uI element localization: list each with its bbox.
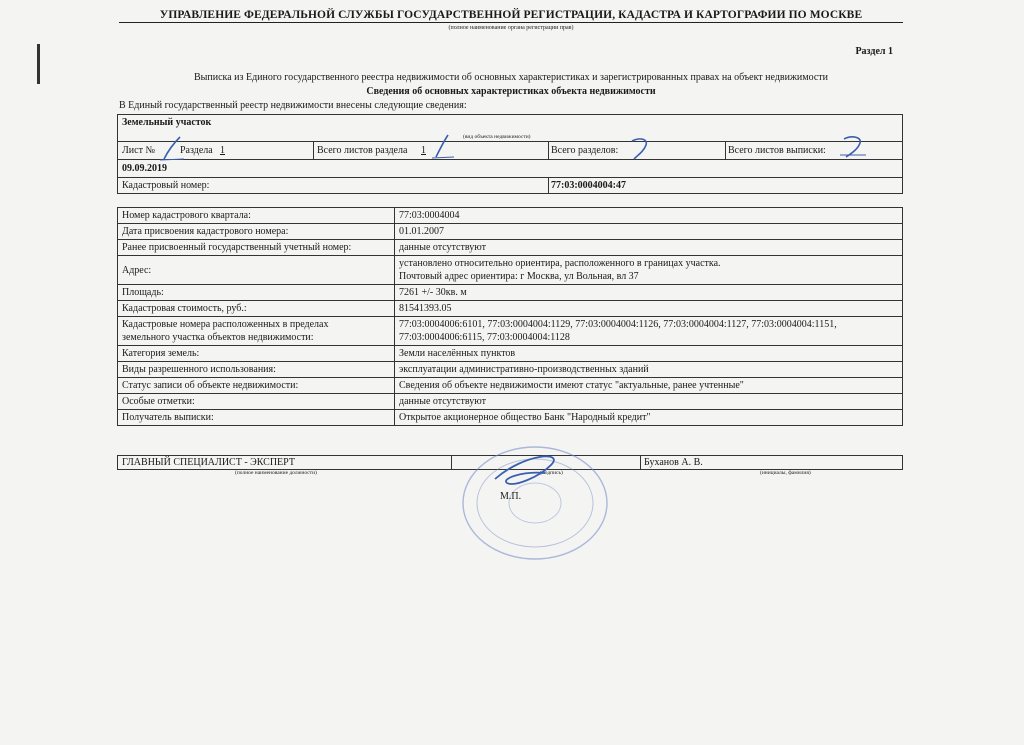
signer-position: ГЛАВНЫЙ СПЕЦИАЛИСТ - ЭКСПЕРТ <box>122 457 295 468</box>
details-row <box>118 224 903 240</box>
details-value: 7261 +/- 30кв. м <box>395 285 903 301</box>
details-row <box>118 301 903 317</box>
object-header-box <box>117 114 903 194</box>
handwritten-total-sheets-mark <box>836 133 870 159</box>
details-label: Категория земель: <box>118 346 395 362</box>
details-label: Кадастровые номера расположенных в пределах земельного участка объектов недвижимости: <box>118 317 395 346</box>
extract-date: 09.09.2019 <box>122 163 167 174</box>
details-label: Ранее присвоенный государственный учетный номер: <box>118 240 395 256</box>
details-label: Получатель выписки: <box>118 410 395 426</box>
details-label: Особые отметки: <box>118 394 395 410</box>
details-row <box>118 208 903 224</box>
details-label: Дата присвоения кадастрового номера: <box>118 224 395 240</box>
details-row <box>118 256 903 285</box>
cadastral-number-label: Кадастровый номер: <box>122 180 210 191</box>
cadastral-number-value: 77:03:0004004:47 <box>551 180 626 191</box>
details-label: Кадастровая стоимость, руб.: <box>118 301 395 317</box>
handwritten-sections-mark <box>626 135 656 161</box>
details-value: данные отсутствуют <box>395 240 903 256</box>
seal-place-label: М.П. <box>500 491 522 502</box>
document-subtitle: Сведения об основных характеристиках объекта недвижимости <box>366 86 656 97</box>
details-row <box>118 285 903 301</box>
signer-name: Буханов А. В. <box>644 457 703 468</box>
name-caption: (инициалы, фамилия) <box>760 470 811 476</box>
details-row <box>118 410 903 426</box>
details-value: 81541393.05 <box>395 301 903 317</box>
section-number-value: 1 <box>220 145 225 156</box>
signature-scribble <box>495 456 554 484</box>
details-row <box>118 346 903 362</box>
details-value: Открытое акционерное общество Банк "Народный кредит" <box>395 410 903 426</box>
object-type: Земельный участок <box>122 117 212 128</box>
object-type-caption: (вид объекта недвижимости) <box>463 134 531 140</box>
sheet-number-label: Лист № <box>122 145 155 156</box>
details-value: Земли населённых пунктов <box>395 346 903 362</box>
details-row <box>118 317 903 346</box>
object-details-table <box>117 207 903 426</box>
details-row <box>118 394 903 410</box>
details-row <box>118 362 903 378</box>
details-label: Номер кадастрового квартала: <box>118 208 395 224</box>
details-label: Статус записи об объекте недвижимости: <box>118 378 395 394</box>
details-value: установлено относительно ориентира, расположенного в границах участка. Почтовый адрес ориентира: г Москва, ул Вольная, вл 37 <box>395 256 903 285</box>
handwritten-section-sheets-mark <box>428 133 458 159</box>
details-label: Площадь: <box>118 285 395 301</box>
details-label: Виды разрешенного использования: <box>118 362 395 378</box>
details-value: 77:03:0004006:6101, 77:03:0004004:1129, 77:03:0004004:1126, 77:03:0004004:1127, 77:03:0004004:1151, 77:03:0004006:6115, 77:03:0004004:1128 <box>395 317 903 346</box>
section-number-label: Раздела <box>180 145 213 156</box>
position-caption: (полное наименование должности) <box>235 470 317 476</box>
handwritten-sheet-mark <box>158 135 188 161</box>
official-seal <box>455 443 615 563</box>
org-caption: (полное наименование органа регистрации прав) <box>448 25 574 31</box>
details-row <box>118 240 903 256</box>
sheets-in-section-label: Всего листов раздела <box>317 145 408 156</box>
details-value: 01.01.2007 <box>395 224 903 240</box>
extract-title: Выписка из Единого государственного реестра недвижимости об основных характеристиках и зарегистрированных правах на объект недвижимости <box>193 72 828 83</box>
signature-caption: (подпись) <box>540 470 563 476</box>
total-sections-label: Всего разделов: <box>551 145 619 156</box>
org-name: УПРАВЛЕНИЕ ФЕДЕРАЛЬНОЙ СЛУЖБЫ ГОСУДАРСТВЕННОЙ РЕГИСТРАЦИИ, КАДАСТРА И КАРТОГРАФИИ ПО МОСКВЕ <box>119 9 903 23</box>
details-label: Адрес: <box>118 256 395 285</box>
details-value: данные отсутствуют <box>395 394 903 410</box>
margin-mark <box>37 44 40 84</box>
intro-text: В Единый государственный реестр недвижимости внесены следующие сведения: <box>119 100 467 111</box>
details-value: 77:03:0004004 <box>395 208 903 224</box>
section-label: Раздел 1 <box>855 46 893 57</box>
details-value: Сведения об объекте недвижимости имеют статус "актуальные, ранее учтенные" <box>395 378 903 394</box>
details-value: эксплуатации административно-производственных зданий <box>395 362 903 378</box>
sheets-in-section-value: 1 <box>421 145 426 156</box>
total-sheets-label: Всего листов выписки: <box>728 145 826 156</box>
details-row <box>118 378 903 394</box>
